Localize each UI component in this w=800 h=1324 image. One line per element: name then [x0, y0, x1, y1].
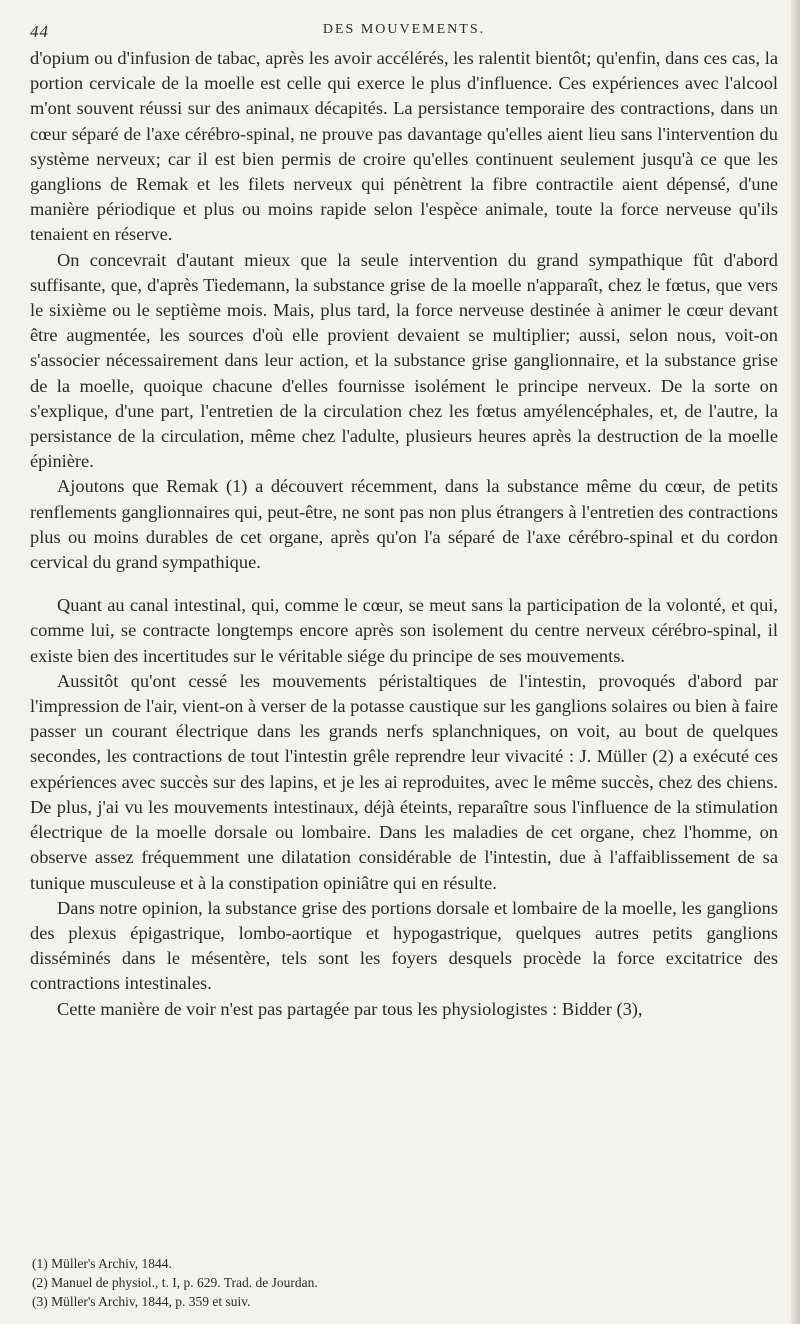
paragraph: Dans notre opinion, la substance grise des portions dorsale et lombaire de la moelle, les ganglions des plexus épigastrique, lombo-aortique et hypogastrique, quelques autres petits ganglions disséminés dans le mésentère, tels sont les foyers desquels procède la force excitatrice des contractions intestinales. [30, 897, 778, 994]
paragraph: Cette manière de voir n'est pas partagée par tous les physiologistes : Bidder (3), [57, 998, 643, 1019]
paragraph: On concevrait d'autant mieux que la seule intervention du grand sympathique fût d'abord suffisante, que, d'après Tiedemann, la substance grise de la moelle n'apparaît, chez le fœtus, que vers le sixième ou le septième mois. Mais, plus tard, la force nerveuse destinée à animer le cœur devant être augmentée, les sources d'où elle provient devaient se multiplier; aussi, selon nous, voit-on s'associer nécessairement dans leur action, et la substance grise ganglionnaire, et la substance grise de la moelle, quoique chacune d'elles fournisse isolément le principe nerveux. De la sorte on s'explique, d'une part, l'entretien de la circulation chez les fœtus amyélencéphales, et, de l'autre, la persistance de la circulation, même chez l'adulte, plusieurs heures après la destruction de la moelle épinière. [30, 249, 778, 472]
paragraph: Quant au canal intestinal, qui, comme le cœur, se meut sans la participation de la volonté, et qui, comme lui, se contracte longtemps encore après son isolement du centre nerveux cérébro-spinal, il existe bien des incertitudes sur le véritable siége du principe de ses mouvements. [30, 595, 778, 666]
book-page [30, 22, 778, 1312]
paragraph: Ajoutons que Remak (1) a découvert récemment, dans la substance même du cœur, de petits renflements ganglionnaires qui, peut-être, ne sont pas non plus étrangers à l'entretien des contractions plus ou moins durables de cet organe, après qu'on l'a séparé de l'axe cérébro-spinal et du cordon cervical du grand sympathique. [30, 476, 778, 573]
footnote: (2) Manuel de physiol., t. I, p. 629. Trad. de Jourdan. [32, 1275, 318, 1290]
page-header [30, 22, 778, 46]
page-edge [791, 0, 800, 1324]
footnote: (3) Müller's Archiv, 1844, p. 359 et suiv. [32, 1294, 251, 1309]
running-title: DES MOUVEMENTS. [322, 22, 486, 37]
footnotes [30, 1254, 778, 1311]
footnote: (1) Müller's Archiv, 1844. [32, 1256, 172, 1271]
page-number: 44 [30, 22, 49, 41]
paragraph: Aussitôt qu'ont cessé les mouvements péristaltiques de l'intestin, provoqués d'abord par l'impression de l'air, vient-on à verser de la potasse caustique sur les ganglions solaires ou bien à faire passer un courant électrique dans les grands nerfs splanchniques, on voit, au bout de quelques secondes, les contractions de tout l'intestin grêle reprendre leur vivacité : J. Müller (2) a exécuté ces expériences avec succès sur des lapins, et je les ai reproduites, avec le même succès, chez des chiens. De plus, j'ai vu les mouvements intestinaux, déjà éteints, reparaître sous l'influence de la stimulation électrique de la moelle dorsale ou lombaire. Dans les maladies de cet organe, chez l'homme, on observe assez fréquemment une dilatation considérable de l'intestin, due à l'affaiblissement de sa tunique musculeuse et à la constipation opiniâtre qui en résulte. [30, 670, 778, 893]
paragraph: d'opium ou d'infusion de tabac, après les avoir accélérés, les ralentit bientôt; qu'enfin, dans ces cas, la portion cervicale de la moelle est celle qui exerce le plus d'influence. Ces expériences avec l'alcool m'ont souvent réussi sur des animaux décapités. La persistance temporaire des contractions, dans un cœur séparé de l'axe cérébro-spinal, ne prouve pas davantage qu'elles aient lieu sans l'intervention du système nerveux; car il est bien permis de croire qu'elles continuent seulement jusqu'à ce que les ganglions de Remak et les filets nerveux qui pénètrent la fibre contractile aient dépensé, d'une manière périodique et plus ou moins rapide selon l'espèce animale, toute la force nerveuse qu'ils tenaient en réserve. [30, 48, 778, 245]
body-text [30, 46, 778, 1022]
